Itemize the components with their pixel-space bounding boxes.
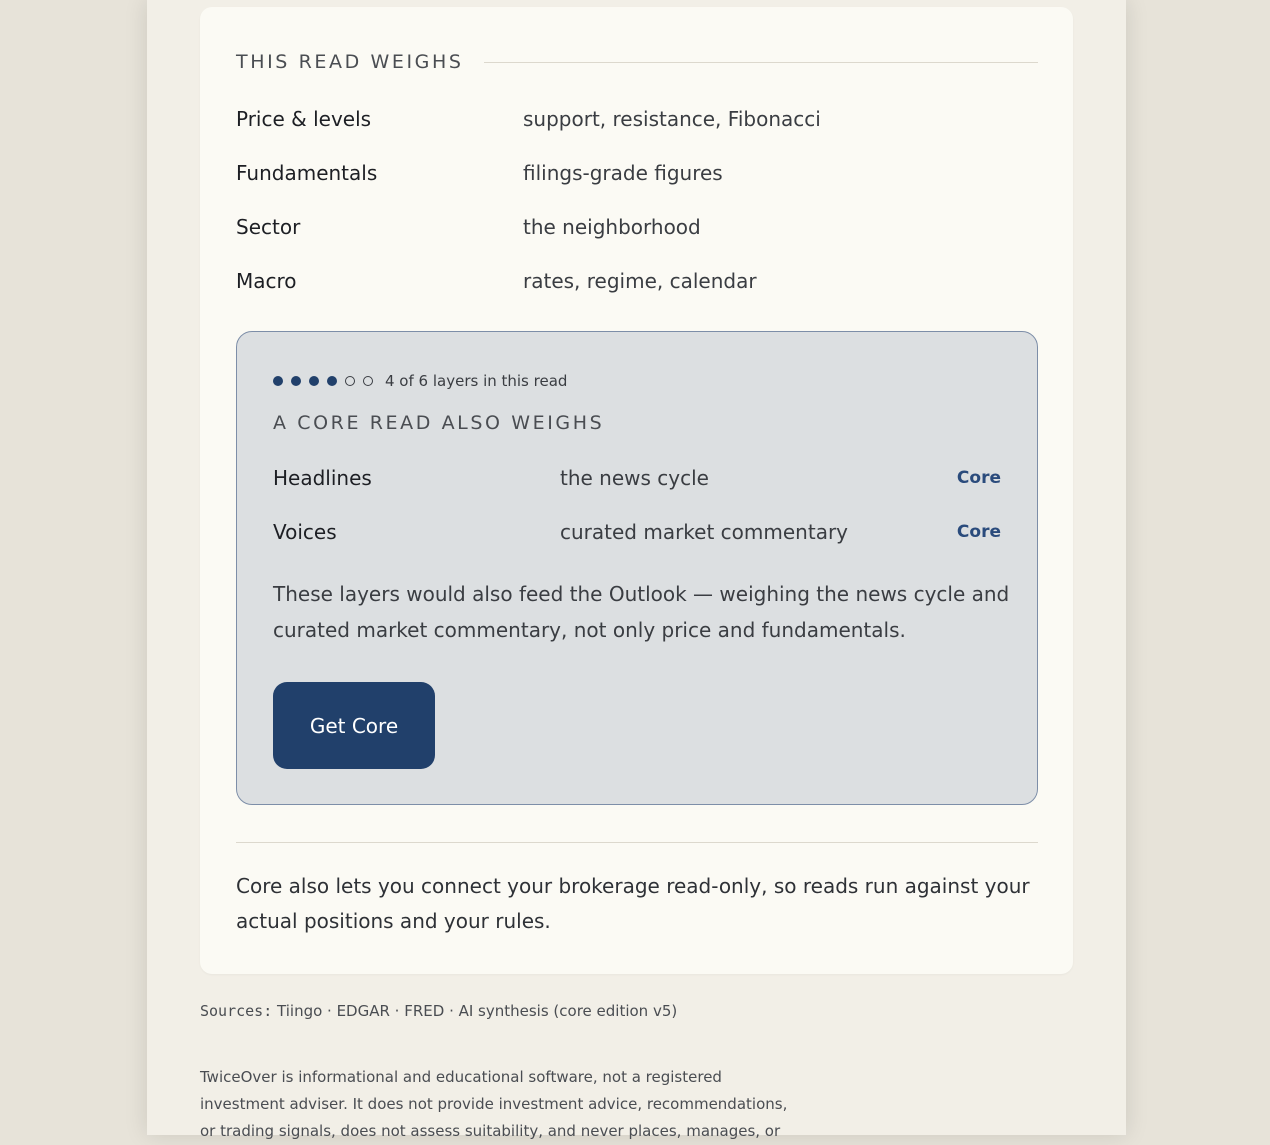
core-row-headlines (273, 466, 1001, 496)
sources-line (200, 1002, 677, 1020)
layer-dot-filled (327, 376, 337, 386)
layer-desc: the news cycle (560, 466, 709, 490)
header-rule (484, 62, 1038, 63)
brokerage-note: Core also lets you connect your brokerage read-only, so reads run against your actual positions and your rules. (236, 874, 1030, 933)
weighs-header (236, 49, 1038, 75)
layer-dot-empty (345, 376, 355, 386)
layer-row-macro (236, 269, 1038, 299)
layers-count-label: 4 of 6 layers in this read (385, 372, 568, 390)
core-row-voices (273, 520, 1001, 550)
layer-name: Macro (236, 269, 297, 293)
layer-row-price-levels (236, 107, 1038, 137)
sources-label: Sources: (200, 1002, 273, 1020)
layers-card (200, 7, 1073, 974)
layer-desc: curated market commentary (560, 520, 849, 544)
layer-name: Fundamentals (236, 161, 378, 185)
core-description: These layers would also feed the Outlook — weighing the news cycle and curated market commentary, not only price and fundamentals. (273, 582, 1010, 642)
layer-name: Headlines (273, 466, 372, 490)
page (147, 0, 1126, 1140)
layer-dot-empty (363, 376, 373, 386)
layer-dot-filled (291, 376, 301, 386)
core-upsell-box (236, 331, 1038, 805)
layer-row-fundamentals (236, 161, 1038, 191)
layer-name: Price & levels (236, 107, 372, 131)
card-divider (236, 842, 1038, 843)
layer-name: Sector (236, 215, 301, 239)
layer-desc: filings-grade figures (523, 161, 723, 185)
core-tag: Core (956, 522, 1001, 542)
sources-text: Tiingo · EDGAR · FRED · AI synthesis (core edition v5) (277, 1002, 678, 1020)
layer-dot-filled (273, 376, 283, 386)
layers-progress (273, 370, 567, 392)
disclaimer: TwiceOver is informational and educational software, not a registered investment adviser. It does not provide investment advice, recommendations, or trading signals, does not assess suitability, and never places, manages, or (200, 1068, 788, 1140)
layer-desc: the neighborhood (523, 215, 701, 239)
core-title: A CORE READ ALSO WEIGHS (273, 412, 605, 434)
layer-desc: rates, regime, calendar (523, 269, 757, 293)
layer-name: Voices (273, 520, 337, 544)
layer-desc: support, resistance, Fibonacci (523, 107, 821, 131)
get-core-button[interactable]: Get Core (273, 682, 435, 769)
weighs-title: THIS READ WEIGHS (236, 51, 464, 73)
core-tag: Core (956, 468, 1001, 488)
layer-row-sector (236, 215, 1038, 245)
layer-dot-filled (309, 376, 319, 386)
